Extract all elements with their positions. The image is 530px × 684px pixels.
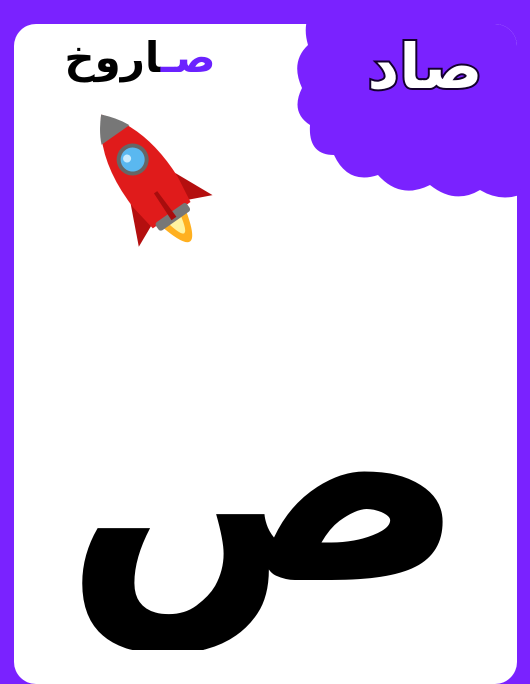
example-word-highlight: صـ (160, 33, 216, 82)
big-letter: ص (63, 330, 467, 650)
rocket-icon (62, 95, 232, 265)
letter-name: صاد (367, 30, 483, 103)
big-letter-glyph (20, 330, 510, 650)
example-word (40, 28, 240, 88)
example-word-rest: اروخ (64, 33, 161, 82)
